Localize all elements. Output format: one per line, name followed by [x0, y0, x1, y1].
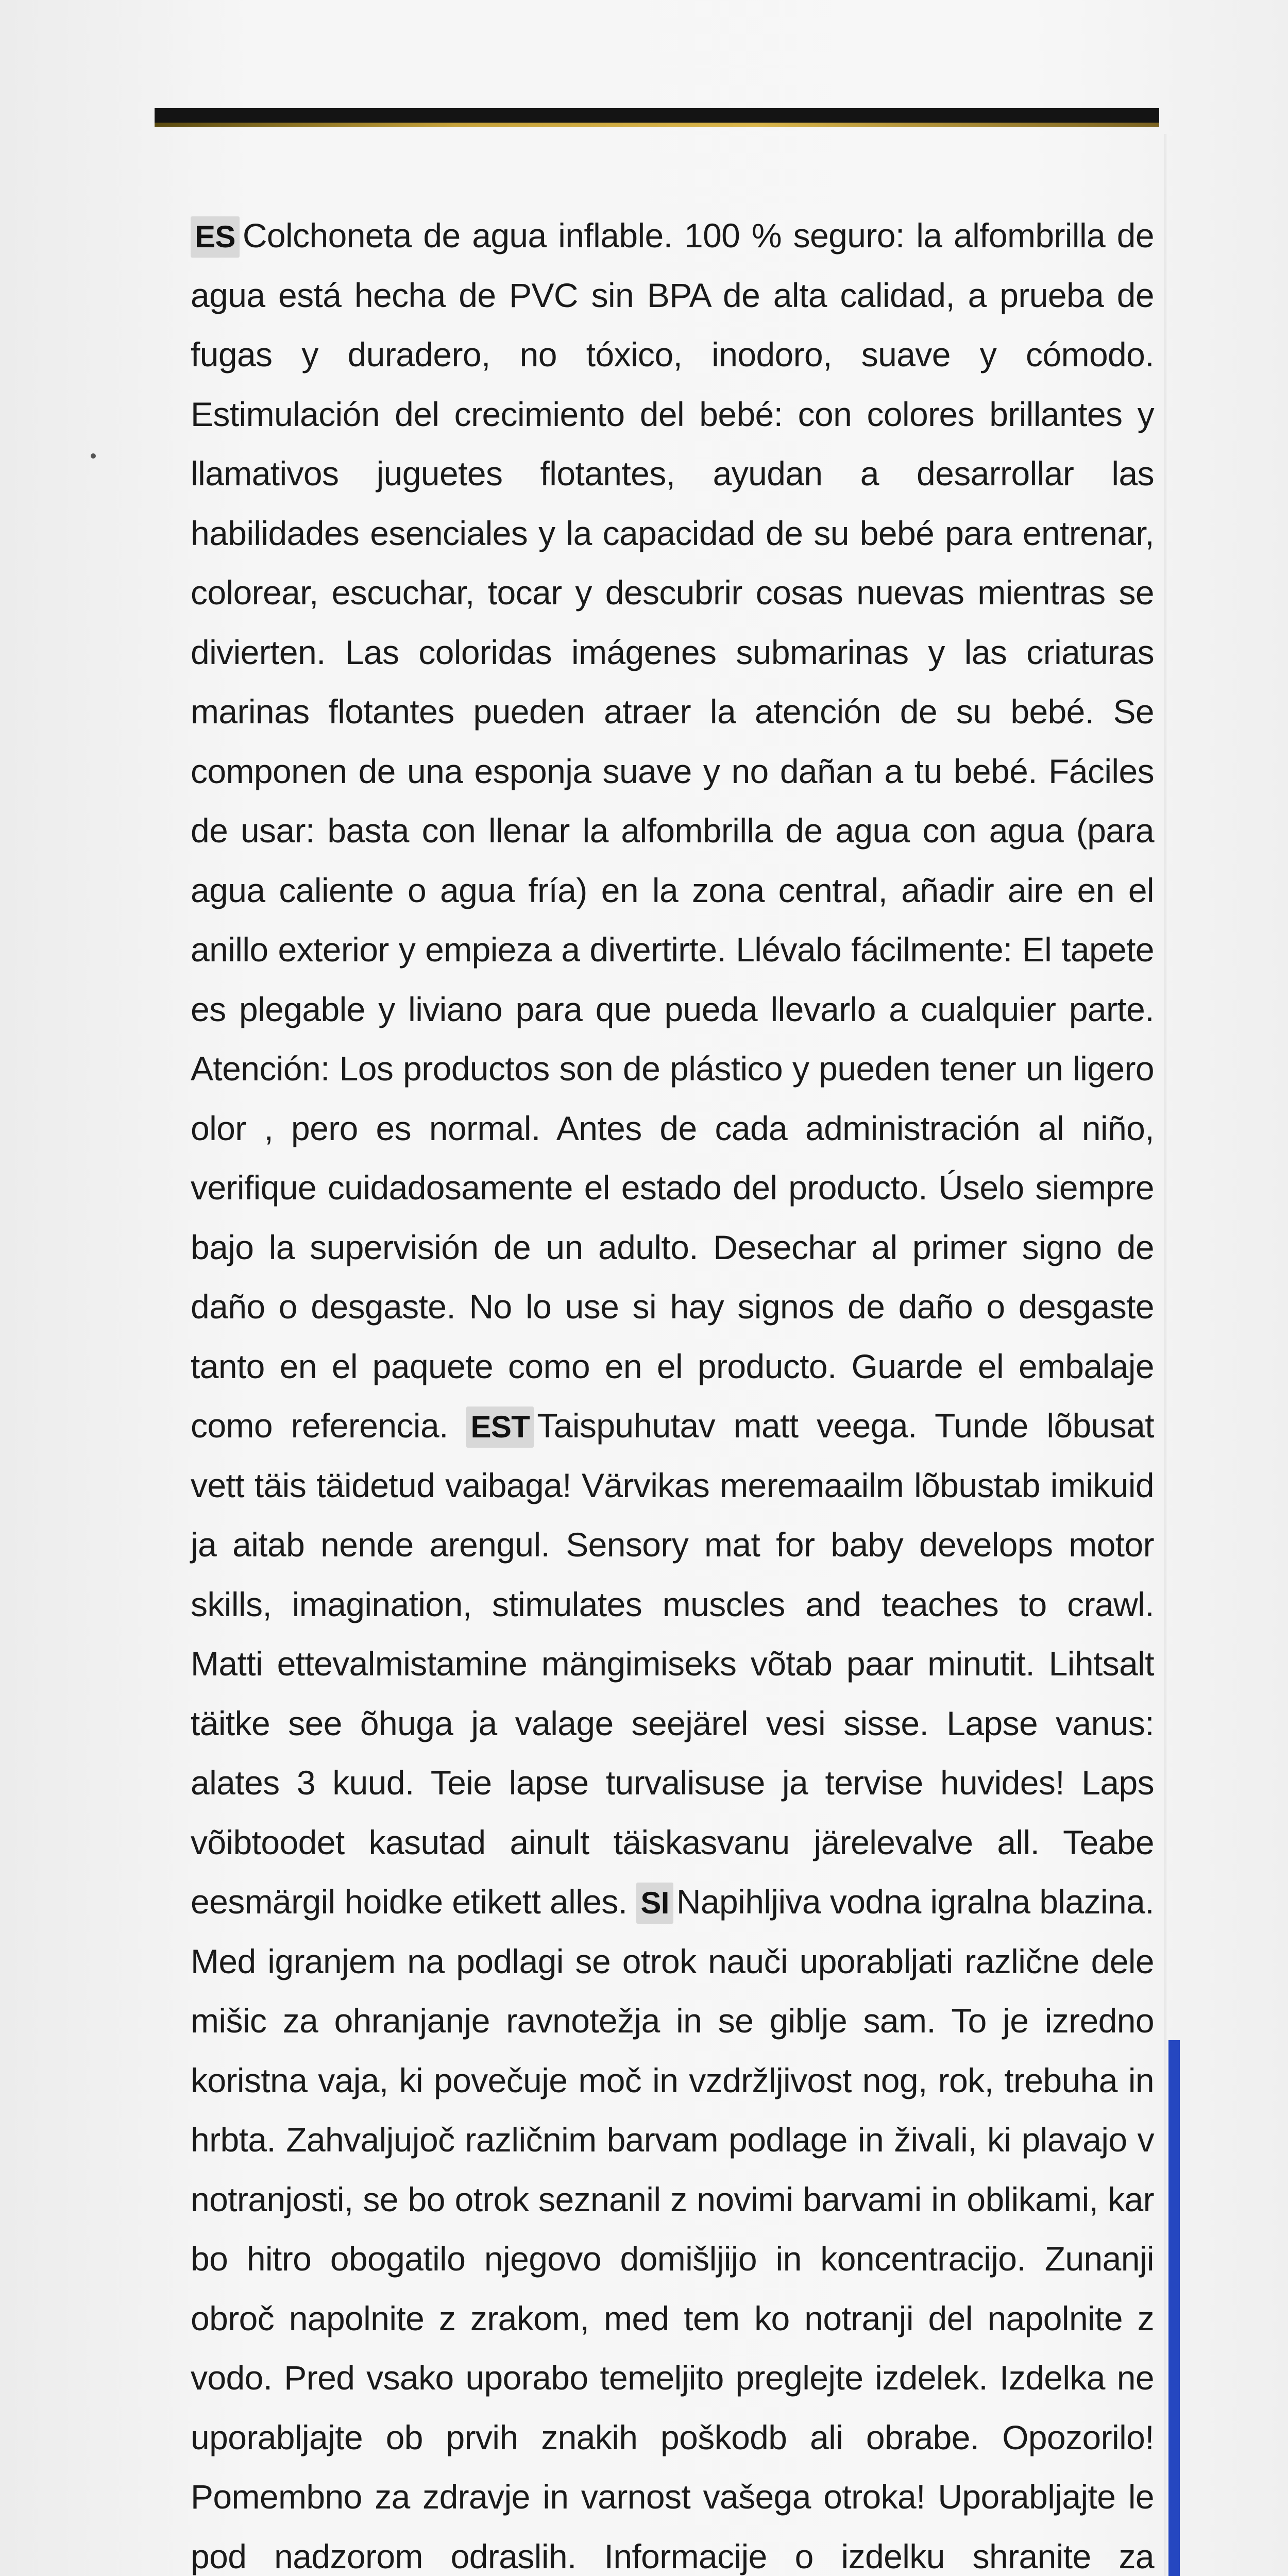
language-code-si: SI [636, 1883, 673, 1924]
section-est [191, 1406, 1154, 1921]
blue-edge-stripe [1168, 2040, 1180, 2576]
language-code-est: EST [466, 1406, 534, 1448]
section-es [191, 216, 1154, 1445]
language-code-es: ES [191, 216, 240, 258]
section-est-text: Taispuhutav matt veega. Tunde lõbusat vett täis täidetud vaibaga! Värvikas meremaailm lõbustab imikuid ja aitab nende arengul. Sensory mat for baby develops motor skills, imagination, stimulates muscles and teaches to crawl. Matti ettevalmistamine mängimiseks võtab paar minutit. Lihtsalt täitke see õhuga ja valage seejärel vesi sisse. Lapse vanus: alates 3 kuud. Teie lapse turvalisuse ja tervise huvides! Laps võibtoodet kasutad ainult täiskasvanu järelevalve all. Teabe eesmärgil hoidke etikett alles. [191, 1406, 1155, 1921]
top-border-bar [155, 108, 1159, 124]
stray-dot-mark [91, 453, 96, 459]
section-es-text: Colchoneta de agua inflable. 100 % seguro: la alfombrilla de agua está hecha de PVC sin BPA de alta calidad, a prueba de fugas y duradero, no tóxico, inodoro, suave y cómodo. Estimulación del crecimiento del bebé: con colores brillantes y llamativos juguetes flotantes, ayudan a desarrollar las habilidades esenciales y la capacidad de su bebé para entrenar, colorear, escuchar, tocar y descubrir cosas nuevas mientras se divierten. Las coloridas imágenes submarinas y las criaturas marinas flotantes pueden atraer la atención de su bebé. Se componen de una esponja suave y no dañan a tu bebé. Fáciles de usar: basta con llenar la alfombrilla de agua con agua (para agua caliente o agua fría) en la zona central, añadir aire en el anillo exterior y empieza a divertirte. Llévalo fácilmente: El tapete es plegable y liviano para que pueda llevarlo a cualquier parte. Atención: Los productos son de plástico y pueden tener un ligero olor , pero es normal. Antes de cada administración al niño, verifique cuidadosamente el estado del producto. Úselo siempre bajo la supervisión de un adulto. Desechar al primer signo de daño o desgaste. No lo use si hay signos de daño o desgaste tanto en el paquete como en el producto. Guarde el embalaje como referencia. [191, 216, 1154, 1445]
section-si-text: Napihljiva vodna igralna blazina. Med igranjem na podlagi se otrok nauči uporabljati različne dele mišic za ohranjanje ravnotežja in se giblje sam. To je izredno koristna vaja, ki povečuje moč in vzdržljivost nog, rok, trebuha in hrbta. Zahvaljujoč različnim barvam podlage in živali, ki plavajo v notranjosti, se bo otrok seznanil z novimi barvami in oblikami, kar bo hitro obogatilo njegovo domišljijo in koncentracijo. Zunanji obroč napolnite z zrakom, med tem ko notranji del napolnite z vodo. Pred vsako uporabo temeljito preglejte izdelek. Izdelka ne uporabljajte ob prvih znakih poškodb ali obrabe. Opozorilo! Pomembno za zdravje in varnost vašega otroka! Uporabljajte le pod nadzorom odraslih. Informacije o izdelku shranite za [191, 1883, 1155, 2575]
top-border-accent [155, 123, 1159, 127]
multilingual-description [191, 206, 1154, 2576]
section-si [191, 1883, 1154, 2576]
right-edge-shadow [1164, 134, 1167, 2576]
